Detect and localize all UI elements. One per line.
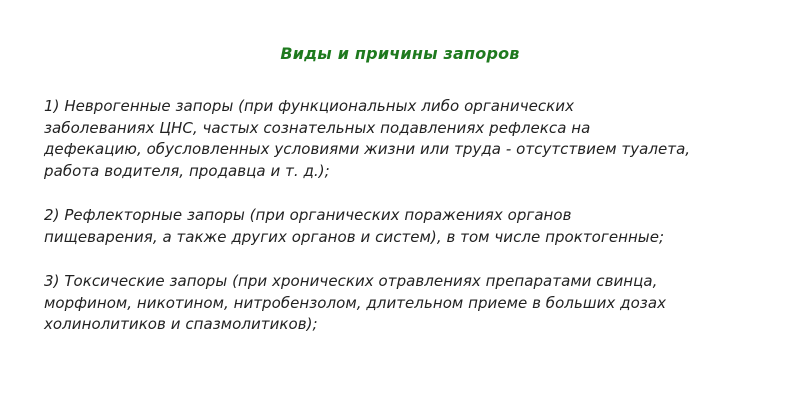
text-line: дефекацию, обусловленных условиями жизни или труда - отсутствием туалета,	[44, 140, 691, 158]
text-line: работа водителя, продавца и т. д.);	[44, 161, 330, 180]
list-item-toxic	[44, 271, 784, 336]
list-item-reflex	[44, 205, 784, 248]
text-line: 1) Неврогенные запоры (при функциональных либо органических	[44, 97, 575, 115]
text-line: морфином, никотином, нитробензолом, длительном приеме в больших дозах	[44, 293, 667, 312]
document-body	[44, 96, 784, 359]
text-line: холинолитиков и спазмолитиков);	[44, 315, 318, 333]
text-line: 2) Рефлекторные запоры (при органических поражениях органов	[44, 206, 572, 224]
text-line: заболеваниях ЦНС, частых сознательных подавлениях рефлекса на	[44, 118, 591, 137]
text-line: 3) Токсические запоры (при хронических отравлениях препаратами свинца,	[44, 272, 658, 290]
list-item-neurogenic	[44, 96, 784, 182]
text-line: пищеварения, а также других органов и систем), в том числе проктогенные;	[44, 227, 665, 246]
page-title: Виды и причины запоров	[280, 44, 520, 63]
